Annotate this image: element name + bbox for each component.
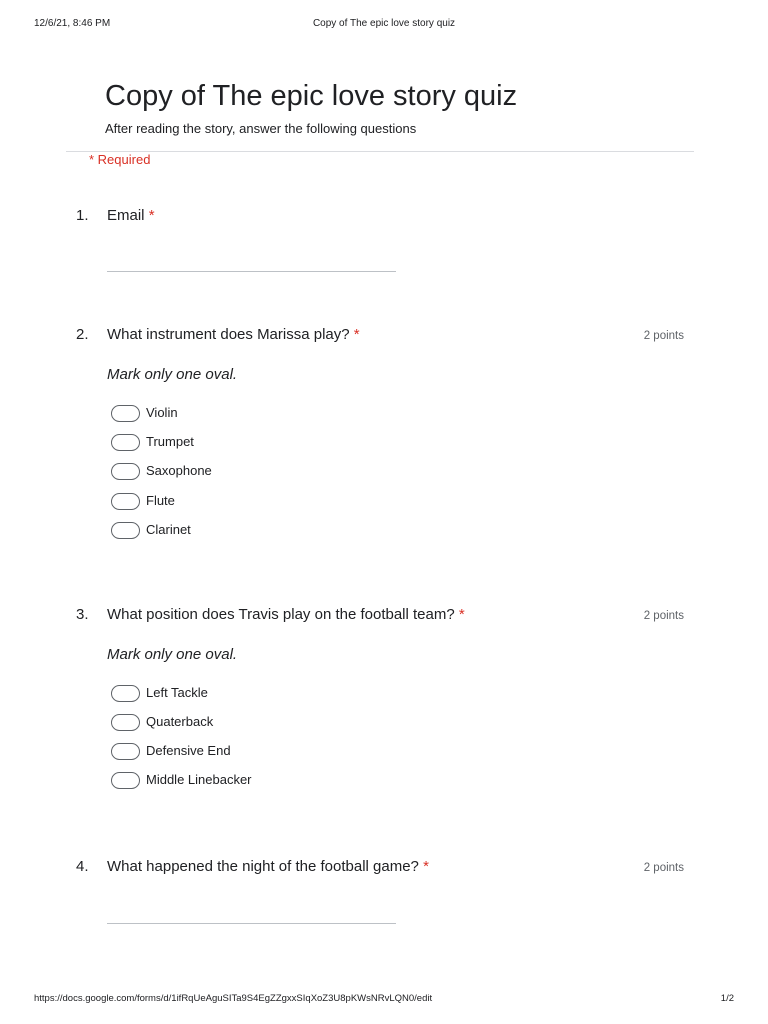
radio-oval[interactable] xyxy=(111,772,140,789)
option-label: Trumpet xyxy=(146,434,194,449)
radio-oval[interactable] xyxy=(111,405,140,422)
option-label: Flute xyxy=(146,493,175,508)
question-text xyxy=(107,606,465,623)
print-footer xyxy=(34,993,734,1007)
question-hint: Mark only one oval. xyxy=(107,646,238,663)
question-number: 1. xyxy=(76,207,89,224)
print-header xyxy=(34,18,734,32)
question-label: Email xyxy=(107,207,145,224)
option-label: Violin xyxy=(146,405,178,420)
option-label: Saxophone xyxy=(146,463,212,478)
print-url: https://docs.google.com/forms/d/1ifRqUeAguSITa9S4EgZZgxxSIqXoZ3U8pKWsNRvLQN0/edit xyxy=(34,993,433,1004)
email-answer-line[interactable] xyxy=(107,271,396,272)
question-number: 4. xyxy=(76,858,89,875)
question-number: 3. xyxy=(76,606,89,623)
print-document-title: Copy of The epic love story quiz xyxy=(312,18,456,29)
answer-line[interactable] xyxy=(107,923,396,924)
page-number: 1/2 xyxy=(720,993,734,1004)
required-asterisk: * xyxy=(353,326,360,343)
question-text xyxy=(107,858,429,875)
question-label: What happened the night of the football game? xyxy=(107,858,419,875)
required-asterisk: * xyxy=(148,207,155,224)
question-points: 2 points xyxy=(643,862,684,874)
required-asterisk: * xyxy=(423,858,429,875)
form-description: After reading the story, answer the following questions xyxy=(105,121,417,136)
form-title: Copy of The epic love story quiz xyxy=(105,80,518,112)
question-label: What position does Travis play on the football team? xyxy=(107,606,455,623)
question-points: 2 points xyxy=(643,610,684,622)
question-text xyxy=(107,207,155,224)
radio-oval[interactable] xyxy=(111,714,140,731)
question-hint: Mark only one oval. xyxy=(107,366,238,383)
question-number: 2. xyxy=(76,326,89,343)
question-label: What instrument does Marissa play? xyxy=(107,326,350,343)
radio-oval[interactable] xyxy=(111,493,140,510)
radio-oval[interactable] xyxy=(111,522,140,539)
option-label: Left Tackle xyxy=(146,685,208,700)
radio-oval[interactable] xyxy=(111,463,140,480)
radio-oval[interactable] xyxy=(111,434,140,451)
title-divider xyxy=(66,151,694,152)
radio-oval[interactable] xyxy=(111,743,140,760)
option-label: Middle Linebacker xyxy=(146,772,252,787)
question-text xyxy=(107,326,360,343)
print-timestamp: 12/6/21, 8:46 PM xyxy=(34,18,111,29)
question-points: 2 points xyxy=(643,330,684,342)
option-label: Clarinet xyxy=(146,522,191,537)
radio-oval[interactable] xyxy=(111,685,140,702)
option-label: Quaterback xyxy=(146,714,214,729)
required-note: * Required xyxy=(89,152,151,167)
option-label: Defensive End xyxy=(146,743,231,758)
required-asterisk: * xyxy=(458,606,465,623)
